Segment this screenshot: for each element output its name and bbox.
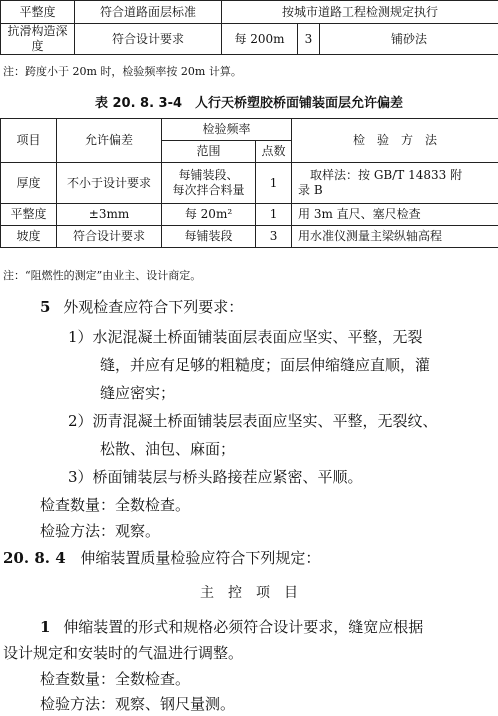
table-note: 注：跨度小于 20m 时，检验频率按 20m 计算。 bbox=[3, 65, 242, 78]
table-row bbox=[1, 163, 498, 204]
table-cell: 1 bbox=[256, 204, 292, 226]
table-cell: 3 bbox=[256, 226, 292, 248]
table-cell: 用水准仪测量主梁纵轴高程 bbox=[292, 226, 498, 248]
table-cell: 不小于设计要求 bbox=[57, 163, 162, 204]
list-item: 1）水泥混凝土桥面铺装面层表面应坚实、平整，无裂 bbox=[68, 328, 423, 346]
table-cell: 符合设计要求 bbox=[57, 226, 162, 248]
heading-number: 5 bbox=[40, 298, 51, 316]
check-quantity: 检查数量：全数检查。 bbox=[40, 496, 191, 514]
table-cell: 3 bbox=[298, 24, 320, 55]
item-text: 伸缩装置的形式和规格必须符合设计要求，缝宽应根据 bbox=[63, 618, 424, 636]
heading-text: 外观检查应符合下列要求： bbox=[63, 298, 244, 316]
paragraph-line bbox=[40, 616, 423, 637]
table-header-row bbox=[1, 119, 498, 141]
table-row bbox=[1, 1, 498, 24]
table-cell: 坡度 bbox=[1, 226, 57, 248]
check-quantity: 检查数量：全数检查。 bbox=[40, 670, 191, 688]
table-note: 注：“阻燃性的测定”由业主、设计商定。 bbox=[3, 269, 202, 282]
clause-heading bbox=[3, 547, 320, 568]
cell-line: 录 B bbox=[298, 183, 323, 197]
table-cell: 按城市道路工程检测规定执行 bbox=[222, 1, 498, 24]
table-cell bbox=[292, 163, 498, 204]
item-number: 1 bbox=[40, 618, 51, 636]
table-tolerance bbox=[0, 118, 498, 248]
table-cell: 符合设计要求 bbox=[75, 24, 222, 55]
paragraph-line: 设计规定和安装时的气温进行调整。 bbox=[3, 644, 244, 662]
list-item-continued: 松散、油包、麻面； bbox=[100, 440, 236, 458]
table-row bbox=[1, 204, 498, 226]
check-method: 检验方法：观察、钢尺量测。 bbox=[40, 695, 236, 713]
table-cell: 抗滑构造深度 bbox=[1, 24, 75, 55]
table-cell: 铺砂法 bbox=[320, 24, 498, 55]
clause-text: 伸缩装置质量检验应符合下列规定： bbox=[80, 549, 321, 567]
list-item: 3）桥面铺装层与桥头路接茬应紧密、平顺。 bbox=[68, 468, 363, 486]
table-cell: 每铺装段 bbox=[162, 226, 256, 248]
clause-number: 20. 8. 4 bbox=[3, 549, 66, 567]
table-cell: ±3mm bbox=[57, 204, 162, 226]
table-cell bbox=[162, 163, 256, 204]
check-method: 检验方法：观察。 bbox=[40, 522, 161, 540]
header-tolerance: 允许偏差 bbox=[57, 119, 162, 163]
subheading-main-control: 主 控 项 目 bbox=[200, 585, 298, 601]
table-cell: 用 3m 直尺、塞尺检查 bbox=[292, 204, 498, 226]
header-method: 检 验 方 法 bbox=[292, 119, 498, 163]
table-cell: 厚度 bbox=[1, 163, 57, 204]
cell-line: 每铺装段、 bbox=[178, 168, 239, 182]
table-cell: 1 bbox=[256, 163, 292, 204]
table-row bbox=[1, 24, 498, 55]
header-frequency: 检验频率 bbox=[162, 119, 292, 141]
table-cell: 每 20m² bbox=[162, 204, 256, 226]
table-cell: 平整度 bbox=[1, 1, 75, 24]
table-cell: 符合道路面层标准 bbox=[75, 1, 222, 24]
table-acceptance-top bbox=[0, 0, 498, 55]
header-range: 范围 bbox=[162, 141, 256, 163]
table-cell: 每 200m bbox=[222, 24, 298, 55]
list-item-continued: 缝，并应有足够的粗糙度；面层伸缩缝应直顺，灌 bbox=[100, 356, 431, 374]
header-item: 项目 bbox=[1, 119, 57, 163]
list-item: 2）沥青混凝土桥面铺装层表面应坚实、平整，无裂纹、 bbox=[68, 412, 438, 430]
cell-line: 每次拌合料量 bbox=[172, 183, 245, 197]
table-row bbox=[1, 226, 498, 248]
cell-line: 取样法：按 GB/T 14833 附 bbox=[310, 168, 463, 182]
table-caption: 表 20. 8. 3-4 人行天桥塑胶桥面铺装面层允许偏差 bbox=[94, 96, 404, 111]
list-item-continued: 缝应密实； bbox=[100, 384, 176, 402]
table-cell: 平整度 bbox=[1, 204, 57, 226]
header-points: 点数 bbox=[256, 141, 292, 163]
section-heading bbox=[40, 296, 243, 317]
